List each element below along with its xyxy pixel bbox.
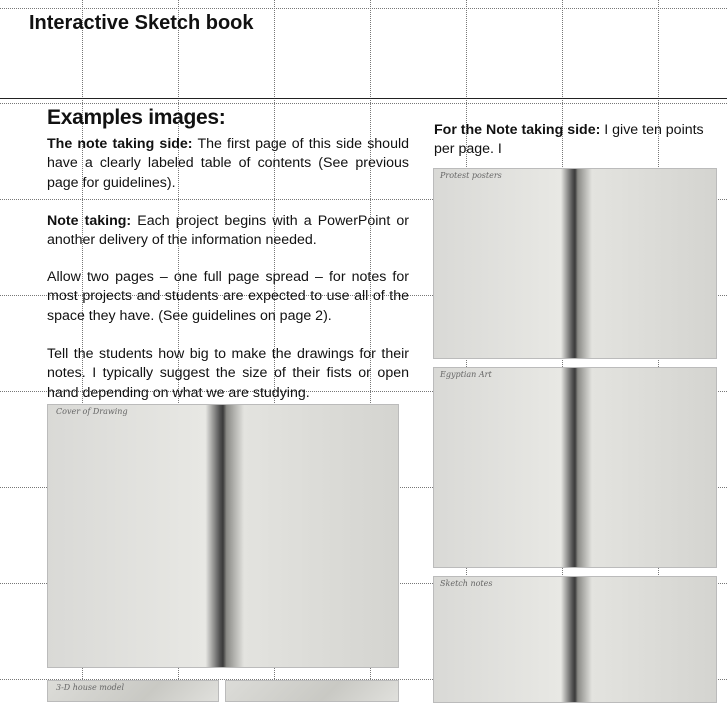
para-text: Allow two pages – one full page spread – for notes for most projects and students are expected to use all of the space they have. (See guidelines on page 2).: [47, 269, 409, 324]
header-rule: [0, 98, 727, 99]
photo-caption: Egyptian Art: [440, 370, 492, 379]
sketchbook-photo-house: [47, 680, 219, 702]
page-title: Interactive Sketch book: [29, 12, 254, 34]
paragraph-drawing-size: [47, 345, 409, 403]
para-text: Each project begins with a PowerPoint or another delivery of the information needed.: [47, 213, 409, 249]
para-text: Tell the students how big to make the drawings for their notes. I typically suggest the size of their fists or open hand depending on what we are studying.: [47, 346, 409, 401]
sketchbook-photo-egypt: [433, 367, 717, 568]
paragraph-two-pages: [47, 268, 409, 326]
sketchbook-photo-house-2: [225, 680, 399, 702]
side-note: [434, 121, 724, 160]
sketchbook-photo-cover: [47, 404, 399, 668]
paragraph-note-taking-side: [47, 135, 409, 193]
photo-caption: Sketch notes: [440, 579, 493, 588]
sketchbook-photo-notes: [433, 576, 717, 703]
side-text: I give ten points per page. I: [434, 122, 704, 158]
photo-caption: 3-D house model: [56, 683, 125, 692]
photo-caption: Protest posters: [440, 171, 502, 180]
para-text: The first page of this side should have a clearly labeled table of contents (See previous page for guidelines).: [47, 136, 409, 191]
section-heading: Examples images:: [47, 106, 226, 129]
sketchbook-photo-posters: [433, 168, 717, 359]
side-bold: For the Note taking side:: [434, 122, 601, 138]
para-bold: The note taking side:: [47, 136, 193, 152]
paragraph-note-taking: [47, 212, 409, 251]
photo-caption: Cover of Drawing: [56, 407, 128, 416]
para-bold: Note taking:: [47, 213, 132, 229]
